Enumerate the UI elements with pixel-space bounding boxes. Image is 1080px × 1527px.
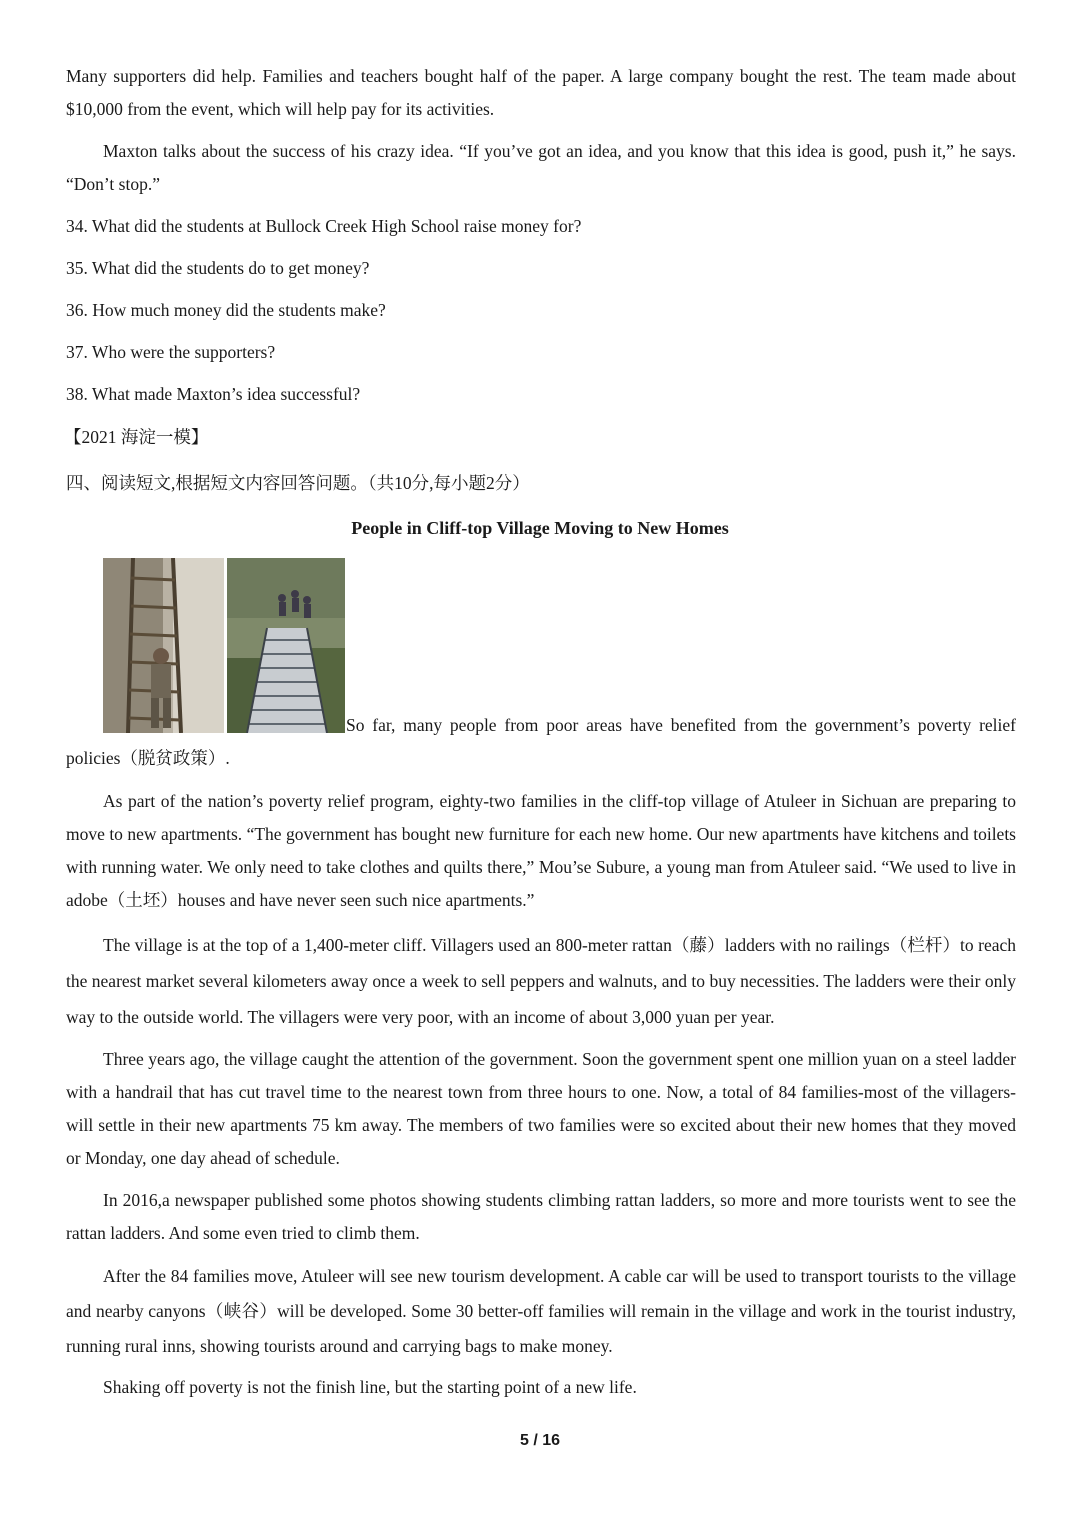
question-34: 34. What did the students at Bullock Creek High School raise money for? [66,216,582,236]
page-number: 5 / 16 [519,1432,561,1449]
rattan-ladder-photo [103,558,224,733]
question-38: 38. What made Maxton’s idea successful? [66,384,361,404]
article-paragraph: In 2016,a newspaper published some photos showing students climbing rattan ladders, so more and more tourists went to see the rattan ladders. And some even tried to climb them. [66,1190,1016,1243]
article-paragraph: As part of the nation’s poverty relief program, eighty-two families in the cliff-top village of Atuleer in Sichuan are preparing to move to new apartments. “The government has bought new furniture for each new home. Our new apartments have kitchens and toilets with running water. We only need to take clothes and quilts there,” Mou’se Subure, a young man from Atuleer said. “We used to live in adobe（土坯）houses and have never seen such nice apartments.” [66,791,1016,910]
text-block-top [66,60,1016,201]
question-37: 37. Who were the supporters? [66,342,276,362]
steel-ladder-photo [227,558,345,733]
article-title: People in Cliff-top Village Moving to New Homes [351,518,729,538]
article-body [66,709,1016,1404]
article-intro: So far, many people from poor areas have benefited from the government’s poverty relief policies（脱贫政策）. [66,715,1016,768]
exam-tag: 【2021 海淀一模】 [64,427,209,447]
article-paragraph: The village is at the top of a 1,400-meter cliff. Villagers used an 800-meter rattan（藤）ladders with no railings（栏杆）to reach the nearest market several kilometers away once a week to sell peppers and walnuts, and to buy necessities. The ladders were their only way to the outside world. The villagers were very poor, with an income of about 3,000 yuan per year. [66,935,1016,1027]
question-36: 36. How much money did the students make? [66,300,386,320]
article-paragraph: After the 84 families move, Atuleer will see new tourism development. A cable car will be used to transport tourists to the village and nearby canyons（峡谷）will be developed. Some 30 better-off families will remain in the village and work in the tourist industry, running rural inns, showing tourists around and carrying bags to make money. [66,1266,1016,1356]
paragraph-supporters: Many supporters did help. Families and teachers bought half of the paper. A large company bought the rest. The team made about $10,000 from the event, which will help pay for its activities. [66,66,1016,119]
article-paragraph: Shaking off poverty is not the finish line, but the starting point of a new life. [103,1377,637,1397]
question-35: 35. What did the students do to get money? [66,258,370,278]
section-header: 四、阅读短文,根据短文内容回答问题。（共10分,每小题2分） [66,473,530,493]
article-paragraph: Three years ago, the village caught the attention of the government. Soon the government spent one million yuan on a steel ladder with a handrail that has cut travel time to the nearest town from three hours to one. Now, a total of 84 families-most of the villagers-will settle in their new apartments 75 km away. The members of two families were so excited about their new homes that they moved or Monday, one day ahead of schedule. [66,1049,1016,1168]
paragraph-maxton: Maxton talks about the success of his crazy idea. “If you’ve got an idea, and you know that this idea is good, push it,” he says. “Don’t stop.” [66,141,1016,194]
